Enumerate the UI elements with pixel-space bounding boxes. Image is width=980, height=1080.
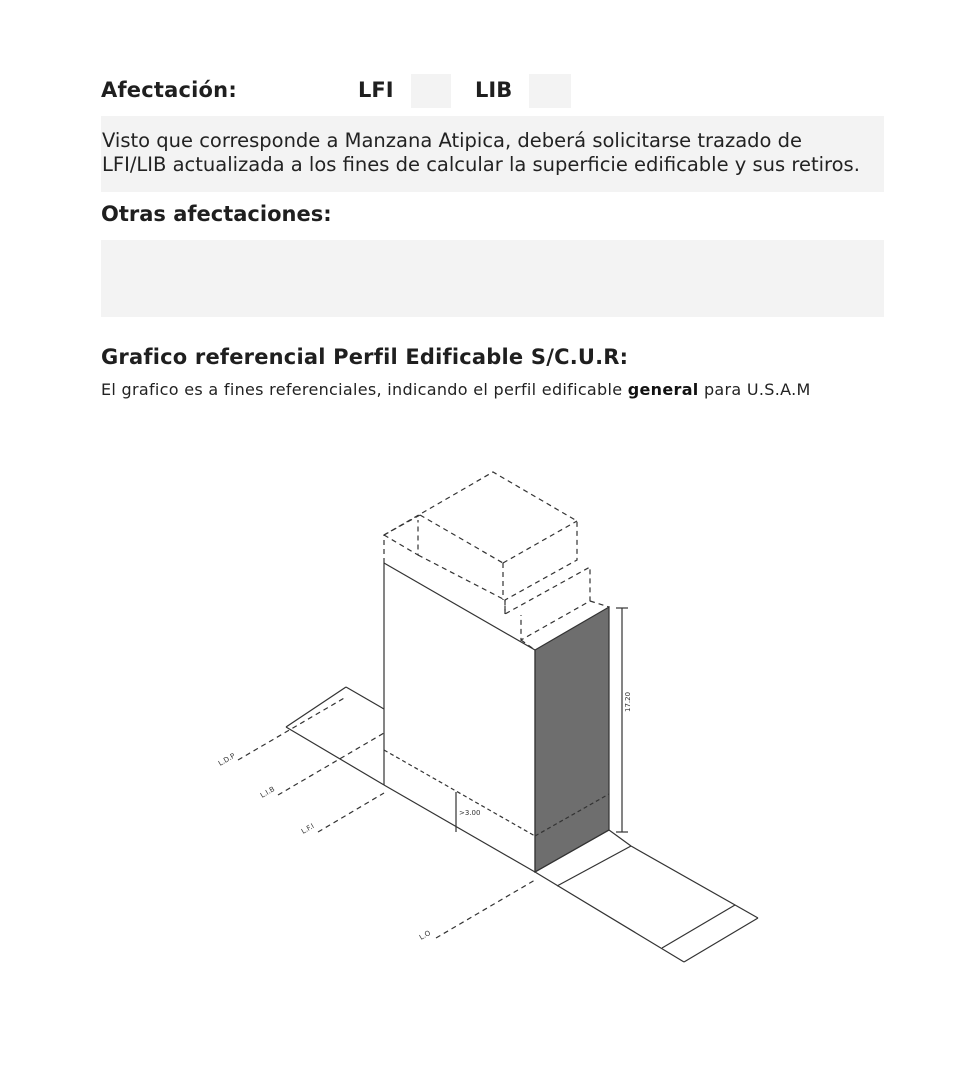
setback-outline [418,555,505,600]
building-edge [384,785,535,872]
afectacion-row [101,74,891,108]
afectacion-note [101,116,884,192]
lfi-value-field[interactable] [411,74,451,108]
lo-line-label: L.O [418,928,433,942]
height-label: 17.20 [624,691,632,712]
note-line-2: LFI/LIB actualizada a los fines de calcular la superficie edificable y sus retiros. [102,153,860,176]
ground-line [346,687,384,709]
building-dark-face [535,607,609,872]
setback-outline [420,515,503,563]
grafico-title: Grafico referencial Perfil Edificable S/C.U.R: [101,345,629,369]
otras-afectaciones-field[interactable] [101,240,884,317]
ground-line [286,687,346,727]
building-band-line [384,750,535,836]
grafico-subtitle [101,380,811,399]
ground-line [286,727,384,785]
lfi-label: LFI [358,78,394,102]
otras-afectaciones-label: Otras afectaciones: [101,202,332,226]
ground-line [684,918,758,962]
setback-outline [503,521,577,563]
ldp-label: L.D.P [217,751,237,768]
ground-line [631,846,758,918]
lfi-line-label: L.F.I [300,822,316,836]
ldp-reference-line [238,697,346,760]
lfi-reference-line [318,793,384,832]
lo-reference-line [436,880,535,938]
setback-outline [384,472,590,640]
lib-reference-line [278,733,384,795]
min-height-label: >3.00 [459,809,481,817]
subtitle-post: para U.S.A.M [698,380,811,399]
subtitle-bold: general [627,380,699,399]
lib-value-field[interactable] [529,74,571,108]
afectacion-label: Afectación: [101,78,237,102]
subtitle-pre: El grafico es a fines referenciales, indicando el perfil edificable [101,380,628,399]
perfil-edificable-drawing [0,440,980,1000]
lib-label: LIB [475,78,513,102]
lib-line-label: L.I.B [259,785,277,800]
note-line-1: Visto que corresponde a Manzana Atipica, deberá solicitarse trazado de [102,129,803,152]
ground-line [662,905,735,948]
setback-outline [590,601,609,607]
